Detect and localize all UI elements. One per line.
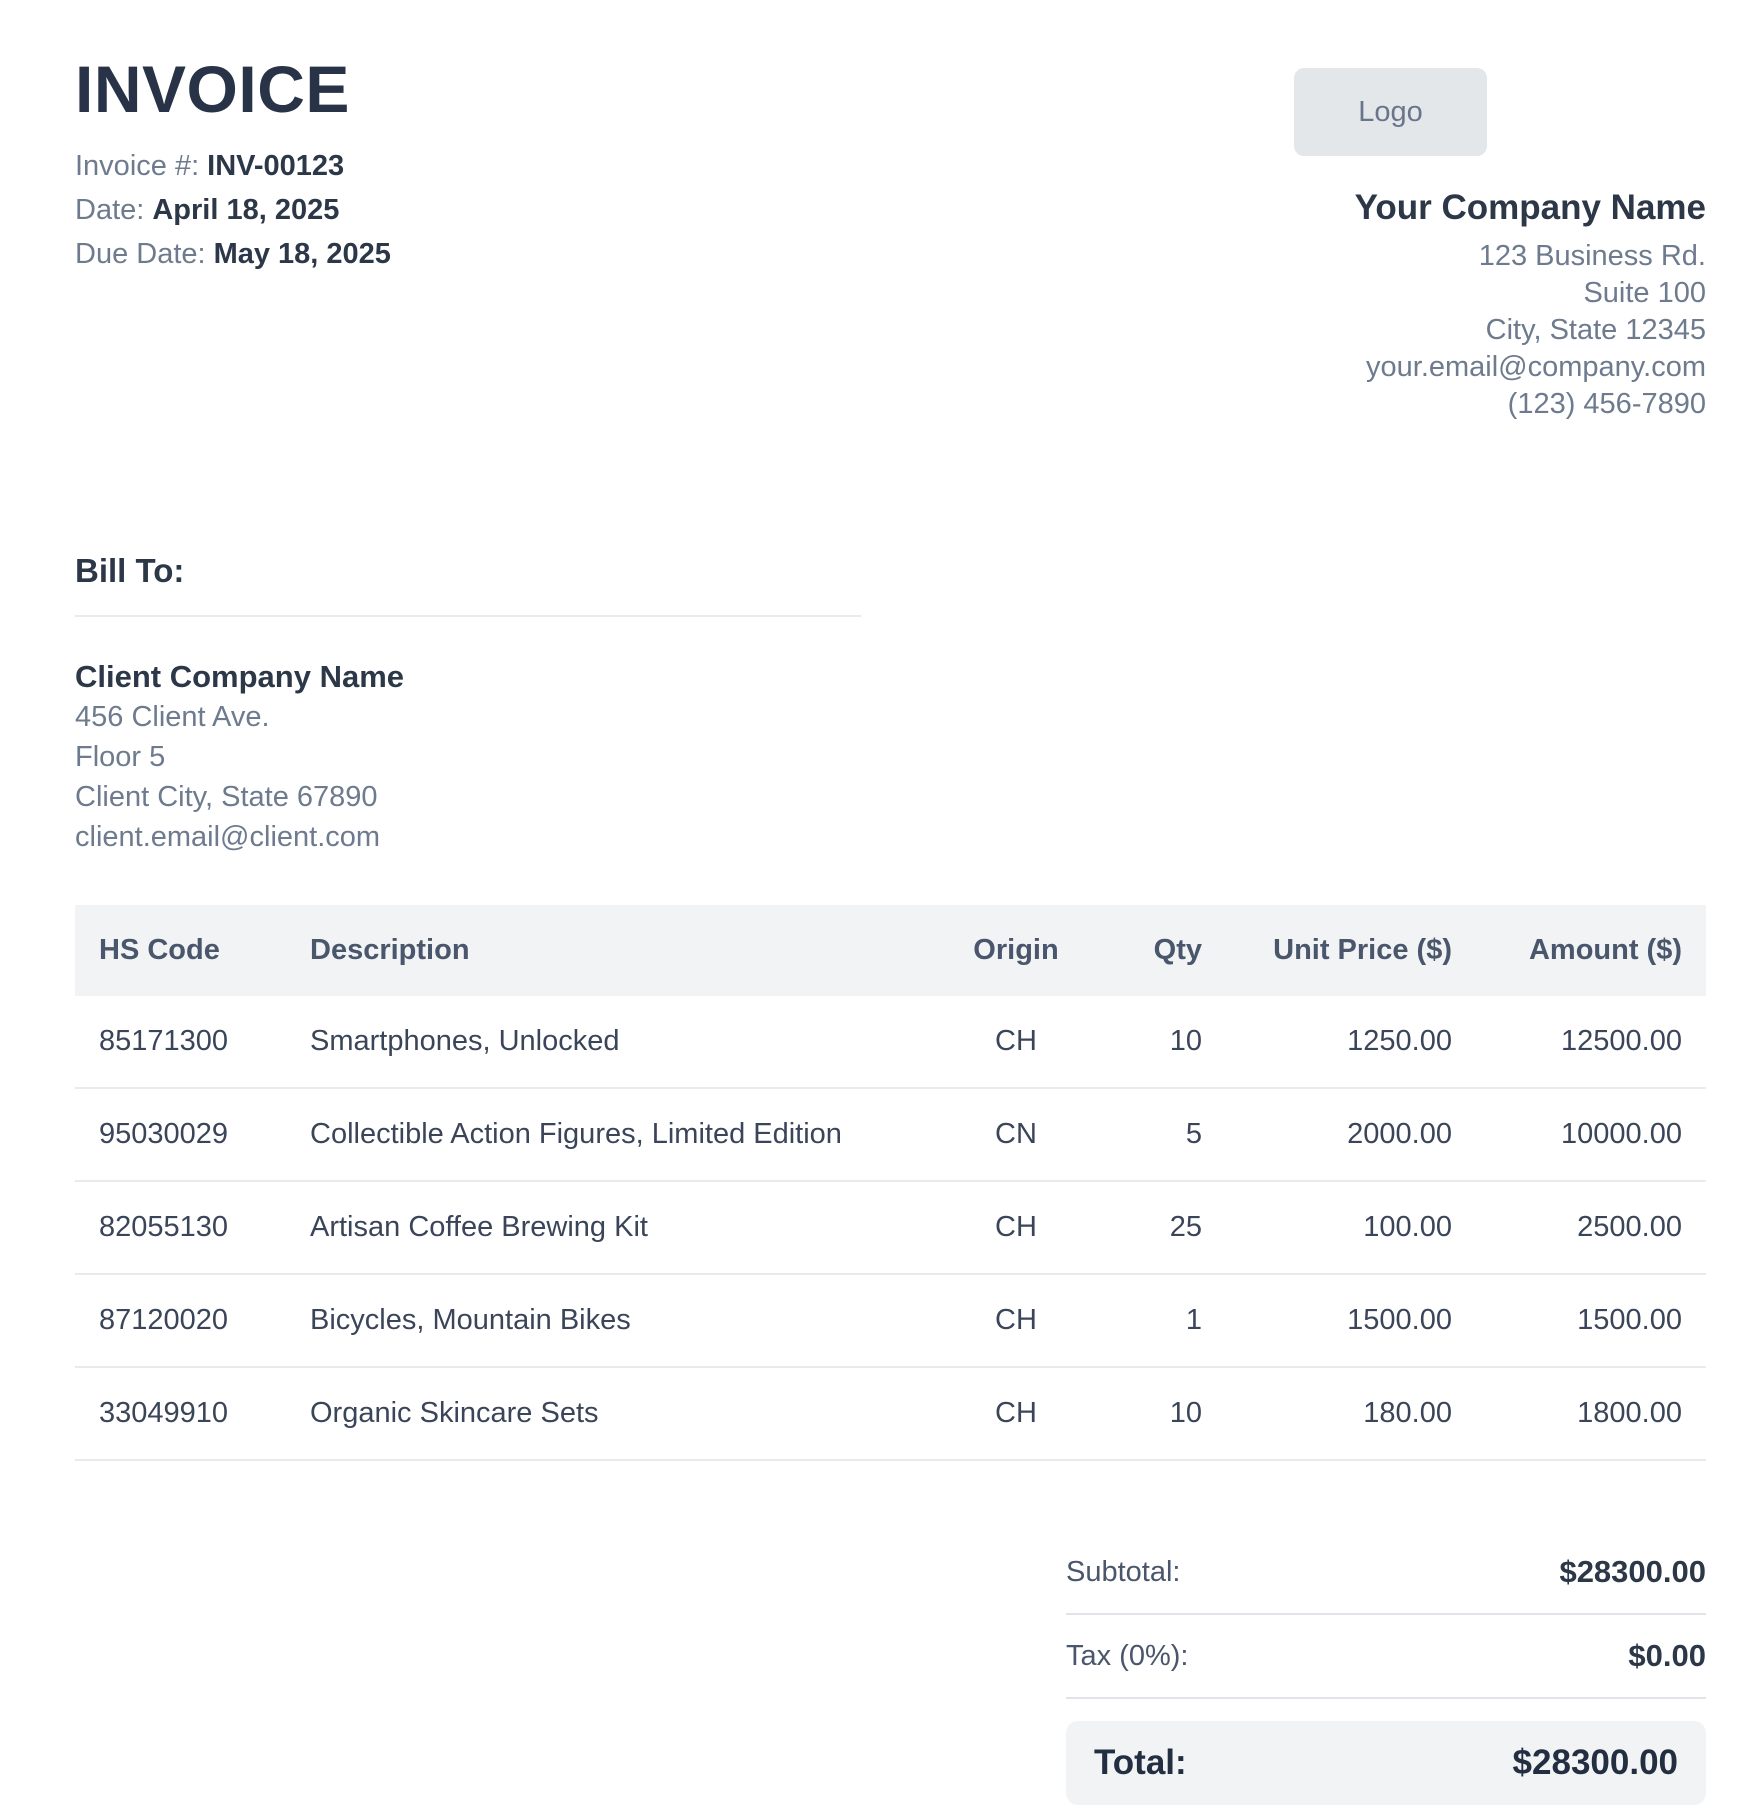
cell-amount: 10000.00 (1476, 1088, 1706, 1181)
cell-qty: 1 (1106, 1274, 1226, 1367)
table-row (75, 996, 1706, 1088)
cell-qty: 10 (1106, 996, 1226, 1088)
cell-hs-code: 85171300 (75, 996, 286, 1088)
total-value: $28300.00 (1512, 1743, 1678, 1782)
company-address-line-1: 123 Business Rd. (1478, 240, 1706, 272)
col-header-origin: Origin (926, 905, 1106, 996)
cell-qty: 5 (1106, 1088, 1226, 1181)
client-address-line-1: 456 Client Ave. (75, 701, 270, 733)
totals-section (1066, 1531, 1706, 1805)
cell-description: Organic Skincare Sets (286, 1367, 926, 1460)
invoice-due-date-row (75, 232, 391, 276)
client-name: Client Company Name (75, 659, 405, 694)
invoice-date-value: April 18, 2025 (152, 194, 340, 226)
cell-hs-code: 95030029 (75, 1088, 286, 1181)
cell-unit-price: 180.00 (1226, 1367, 1476, 1460)
col-header-hs-code: HS Code (75, 905, 286, 996)
table-row (75, 1088, 1706, 1181)
invoice-due-date-label: Due Date: (75, 238, 206, 270)
line-items-table (75, 905, 1706, 1461)
cell-hs-code: 82055130 (75, 1181, 286, 1274)
cell-description: Smartphones, Unlocked (286, 996, 926, 1088)
cell-hs-code: 33049910 (75, 1367, 286, 1460)
client-email: client.email@client.com (75, 821, 381, 853)
cell-unit-price: 1500.00 (1226, 1274, 1476, 1367)
total-row (1066, 1721, 1706, 1805)
cell-unit-price: 100.00 (1226, 1181, 1476, 1274)
cell-origin: CH (926, 1181, 1106, 1274)
invoice-date-label: Date: (75, 194, 145, 226)
cell-amount: 1800.00 (1476, 1367, 1706, 1460)
client-address-line-3: Client City, State 67890 (75, 781, 378, 813)
cell-hs-code: 87120020 (75, 1274, 286, 1367)
client-address-line-2: Floor 5 (75, 741, 166, 773)
tax-label: Tax (0%): (1066, 1639, 1189, 1672)
col-header-qty: Qty (1106, 905, 1226, 996)
col-header-amount: Amount ($) (1476, 905, 1706, 996)
cell-qty: 25 (1106, 1181, 1226, 1274)
table-header-row (75, 905, 1706, 996)
company-address-line-2: Suite 100 (1583, 277, 1706, 309)
company-email: your.email@company.com (1366, 351, 1706, 383)
company-logo-placeholder (1294, 68, 1487, 156)
invoice-number-value: INV-00123 (207, 150, 345, 182)
company-name: Your Company Name (1354, 188, 1706, 227)
cell-origin: CH (926, 1274, 1106, 1367)
table-row (75, 1274, 1706, 1367)
cell-amount: 1500.00 (1476, 1274, 1706, 1367)
invoice-due-date-value: May 18, 2025 (213, 238, 391, 270)
company-phone: (123) 456-7890 (1507, 388, 1706, 420)
invoice-header (75, 54, 1706, 423)
bill-to-heading: Bill To: (75, 552, 185, 589)
cell-qty: 10 (1106, 1367, 1226, 1460)
subtotal-label: Subtotal: (1066, 1555, 1181, 1588)
invoice-title-block (75, 54, 391, 276)
table-row (75, 1367, 1706, 1460)
company-details (1294, 186, 1706, 423)
bill-to-section (75, 551, 1706, 857)
cell-unit-price: 2000.00 (1226, 1088, 1476, 1181)
cell-origin: CH (926, 996, 1106, 1088)
subtotal-value: $28300.00 (1559, 1554, 1706, 1589)
cell-origin: CN (926, 1088, 1106, 1181)
col-header-unit-price: Unit Price ($) (1226, 905, 1476, 996)
cell-description: Bicycles, Mountain Bikes (286, 1274, 926, 1367)
cell-amount: 2500.00 (1476, 1181, 1706, 1274)
cell-description: Collectible Action Figures, Limited Edition (286, 1088, 926, 1181)
invoice-number-row (75, 144, 391, 188)
bill-to-divider (75, 615, 861, 617)
cell-description: Artisan Coffee Brewing Kit (286, 1181, 926, 1274)
cell-unit-price: 1250.00 (1226, 996, 1476, 1088)
invoice-number-label: Invoice #: (75, 150, 200, 182)
invoice-date-row (75, 188, 391, 232)
total-label: Total: (1094, 1743, 1187, 1782)
company-block (1294, 68, 1706, 423)
company-address-line-3: City, State 12345 (1485, 314, 1706, 346)
subtotal-row (1066, 1531, 1706, 1615)
tax-row (1066, 1615, 1706, 1699)
tax-value: $0.00 (1628, 1638, 1706, 1673)
table-row (75, 1181, 1706, 1274)
invoice-title: INVOICE (75, 52, 350, 126)
logo-label: Logo (1358, 95, 1423, 128)
cell-amount: 12500.00 (1476, 996, 1706, 1088)
table-header (75, 905, 1706, 996)
col-header-description: Description (286, 905, 926, 996)
line-items-body (75, 996, 1706, 1460)
cell-origin: CH (926, 1367, 1106, 1460)
